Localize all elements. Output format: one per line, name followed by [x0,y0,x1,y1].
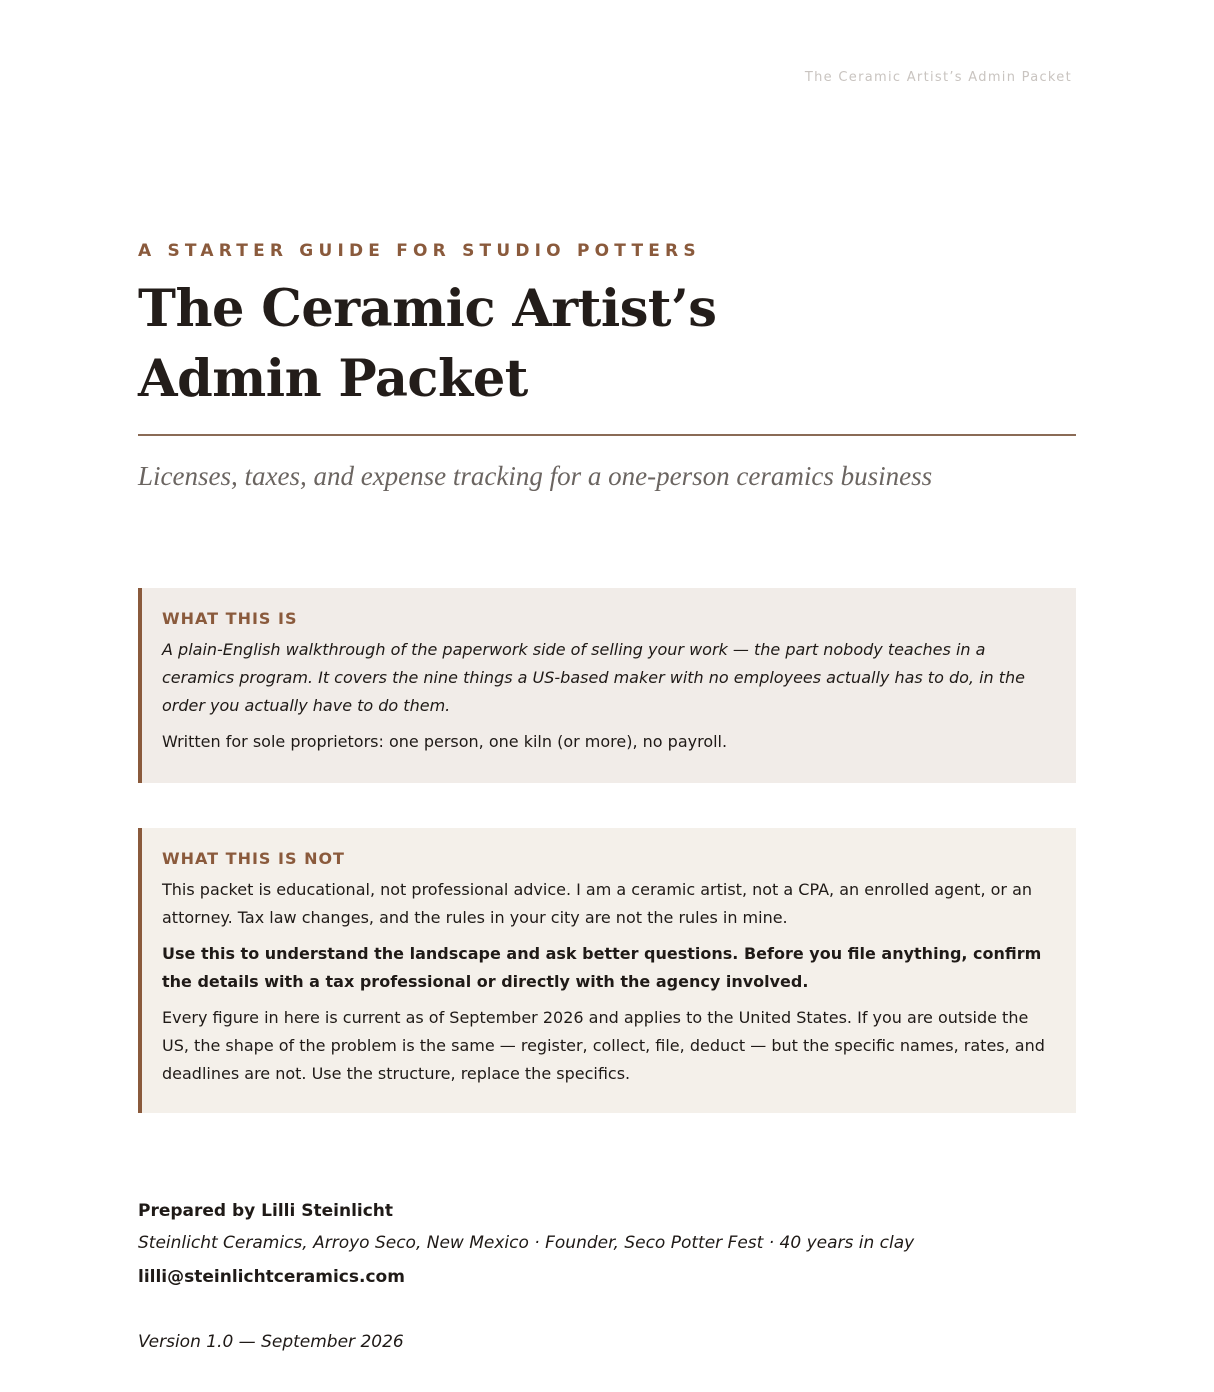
callout-paragraph: Use this to understand the landscape and ask better questions. Before you file anything, confirm the details with a tax professional or directly with the agency involved. [162,944,1042,991]
callout-heading: WHAT THIS IS [162,609,298,628]
author-block [138,1196,1076,1294]
author-email: lilli@steinlichtceramics.com [138,1267,405,1287]
callout-paragraph: A plain-English walkthrough of the paperwork side of selling your work — the part nobody teaches in a ceramics program. It covers the nine things a US-based maker with no employees actually has to do, in the order you actually have to do them. [162,640,1025,715]
callout-paragraph: Every figure in here is current as of September 2026 and applies to the United States. If you are outside the US, the shape of the problem is the same — register, collect, file, deduct — but the specific names, rates, and deadlines are not. Use the structure, replace the specifics. [162,1008,1045,1083]
what-this-is-not-callout [138,828,1076,1113]
what-this-is-callout [138,588,1076,783]
subtitle: Licenses, taxes, and expense tracking for a one-person ceramics business [138,461,933,491]
version-line: Version 1.0 — September 2026 [138,1332,404,1352]
callout-paragraph: Written for sole proprietors: one person, one kiln (or more), no payroll. [162,732,728,751]
page-title [138,274,1076,414]
title-line-1: The Ceramic Artist’s [138,279,717,339]
title-block [138,240,1076,493]
kicker: A STARTER GUIDE FOR STUDIO POTTERS [138,241,701,261]
author-name: Prepared by Lilli Steinlicht [138,1201,394,1221]
callout-heading: WHAT THIS IS NOT [162,849,345,868]
title-divider [138,434,1076,436]
author-affiliation: Steinlicht Ceramics, Arroyo Seco, New Mexico · Founder, Seco Potter Fest · 40 years in clay [138,1233,915,1253]
callout-paragraph: This packet is educational, not professional advice. I am a ceramic artist, not a CPA, an enrolled agent, or an attorney. Tax law changes, and the rules in your city are not the rules in mine. [162,880,1033,927]
title-line-2: Admin Packet [138,349,528,409]
running-header: The Ceramic Artist’s Admin Packet [804,70,1072,85]
